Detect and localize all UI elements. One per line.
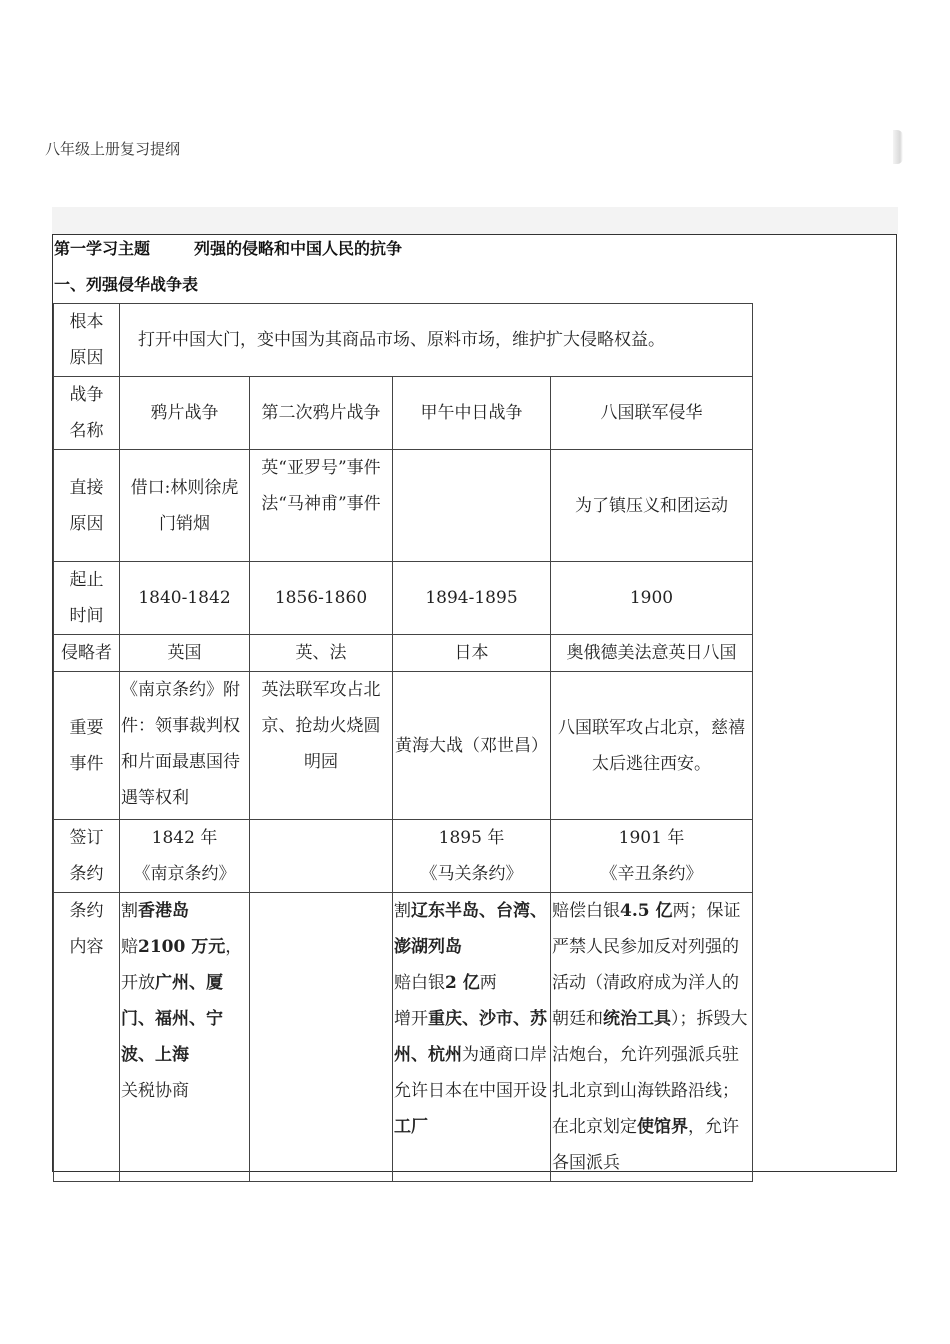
events-label: 重要事件 xyxy=(54,672,120,820)
content-cell-shimonoseki xyxy=(393,893,551,1182)
text-fragment: 两；保证严禁人民参加反对列强的活动（清政府成为洋人的朝廷和 xyxy=(552,901,741,1029)
text-fragment: 赔 xyxy=(121,937,138,957)
text-fragment: ）；拆毁大沽炮台，允许列强派兵驻扎北京到山海铁路沿线；在北京划定 xyxy=(552,1009,748,1137)
row-treaty xyxy=(54,820,753,893)
direct-cause-label: 直接原因 xyxy=(54,450,120,562)
treaty-cell xyxy=(551,820,753,893)
row-direct-cause xyxy=(54,450,753,562)
text-bold-fragment: 统治工具 xyxy=(603,1009,671,1029)
aggressor-cell: 奥俄德美法意英日八国 xyxy=(551,635,753,672)
period-cell: 1856-1860 xyxy=(250,562,393,635)
section-heading: 一、列强侵华战争表 xyxy=(54,275,199,294)
content-line xyxy=(394,965,549,1001)
text-fragment: 割 xyxy=(394,901,411,921)
row-events xyxy=(54,672,753,820)
content-cell-xinchou xyxy=(551,893,753,1182)
war-name-cell: 鸦片战争 xyxy=(120,377,250,450)
text-fragment: 允许日本在中国开设 xyxy=(394,1081,547,1101)
period-label: 起止时间 xyxy=(54,562,120,635)
theme-heading xyxy=(54,236,402,259)
theme-label: 第一学习主题 xyxy=(54,239,151,258)
content-line xyxy=(394,1001,549,1073)
aggressor-label: 侵略者 xyxy=(54,635,120,672)
text-bold-fragment: 2 亿 xyxy=(445,973,480,993)
content-line xyxy=(394,1073,549,1145)
row-treaty-content xyxy=(54,893,753,1182)
war-name-label: 战争名称 xyxy=(54,377,120,450)
text-fragment: 增开 xyxy=(394,1009,428,1029)
war-name-cell: 第二次鸦片战争 xyxy=(250,377,393,450)
text-bold-fragment: 辽东半岛、台湾、澎湖列岛 xyxy=(394,901,547,957)
text-fragment: 开放 xyxy=(121,973,155,993)
period-cell: 1900 xyxy=(551,562,753,635)
text-fragment: 赔偿白银 xyxy=(552,901,620,921)
direct-cause-cell: 借口:林则徐虎门销烟 xyxy=(120,450,250,562)
page-curl-decoration xyxy=(893,130,903,164)
text-fragment: 割 xyxy=(121,901,138,921)
direct-cause-cell: 为了镇压义和团运动 xyxy=(551,450,753,562)
treaty-cell xyxy=(120,820,250,893)
direct-cause-cell xyxy=(250,450,393,562)
aggressor-cell: 英、法 xyxy=(250,635,393,672)
header-band xyxy=(52,207,898,234)
direct-cause-arrow-incident: 英“亚罗号”事件 xyxy=(261,458,381,478)
content-line xyxy=(121,893,248,929)
root-cause-label: 根本原因 xyxy=(54,304,120,377)
war-name-cell: 甲午中日战争 xyxy=(393,377,551,450)
content-line: 关税协商 xyxy=(121,1081,189,1101)
row-aggressor xyxy=(54,635,753,672)
text-fragment: 两 xyxy=(479,973,497,993)
period-cell: 1894-1895 xyxy=(393,562,551,635)
row-war-name xyxy=(54,377,753,450)
theme-title: 列强的侵略和中国人民的抗争 xyxy=(194,239,403,258)
row-root-cause xyxy=(54,304,753,377)
period-cell: 1840-1842 xyxy=(120,562,250,635)
treaty-year: 1895 年 xyxy=(438,828,505,848)
document-title: 八年级上册复习提纲 xyxy=(45,140,181,158)
content-line xyxy=(394,893,549,965)
treaty-cell xyxy=(393,820,551,893)
treaty-cell xyxy=(250,820,393,893)
row-period xyxy=(54,562,753,635)
direct-cause-cell xyxy=(393,450,551,562)
text-bold-fragment: 工厂 xyxy=(394,1117,428,1137)
content-line xyxy=(121,965,248,1073)
text-fragment: 赔白银 xyxy=(394,973,445,993)
text-bold-fragment: 香港岛 xyxy=(138,901,189,921)
content-label: 条约内容 xyxy=(54,893,120,1182)
content-cell-nanjing xyxy=(120,893,250,1182)
events-cell: 《南京条约》附件：领事裁判权和片面最惠国待遇等权利 xyxy=(120,672,250,820)
treaty-year: 1842 年 xyxy=(151,828,218,848)
events-cell: 八国联军攻占北京，慈禧太后逃往西安。 xyxy=(551,672,753,820)
treaty-name: 《辛丑条约》 xyxy=(600,864,703,884)
text-bold-fragment: 重庆、沙市、苏州、杭州 xyxy=(394,1009,547,1065)
text-bold-fragment: 4.5 亿 xyxy=(620,901,673,921)
content-line: 赔2100 万元， xyxy=(121,937,243,957)
aggressor-cell: 英国 xyxy=(120,635,250,672)
treaty-year: 1901 年 xyxy=(618,828,685,848)
text-fragment: ，允许各国派兵 xyxy=(552,1117,739,1173)
events-cell: 英法联军攻占北京、抢劫火烧圆明园 xyxy=(250,672,393,820)
treaty-name: 《南京条约》 xyxy=(133,864,236,884)
content-cell-empty xyxy=(250,893,393,1182)
text-bold-fragment: 使馆界 xyxy=(637,1117,688,1137)
root-cause-text: 打开中国大门，变中国为其商品市场、原料市场，维护扩大侵略权益。 xyxy=(120,304,753,377)
text-fragment: 为通商口岸 xyxy=(462,1045,547,1065)
direct-cause-priest-incident: 法“马神甫”事件 xyxy=(261,494,381,514)
text-bold-fragment: 2100 万元 xyxy=(138,937,226,957)
war-name-cell: 八国联军侵华 xyxy=(551,377,753,450)
aggressor-cell: 日本 xyxy=(393,635,551,672)
war-table xyxy=(53,303,753,1182)
treaty-label: 签订条约 xyxy=(54,820,120,893)
treaty-name: 《马关条约》 xyxy=(420,864,523,884)
events-cell: 黄海大战（邓世昌） xyxy=(393,672,551,820)
text-bold-fragment: 广州、厦门、福州、宁波、上海 xyxy=(121,973,223,1065)
